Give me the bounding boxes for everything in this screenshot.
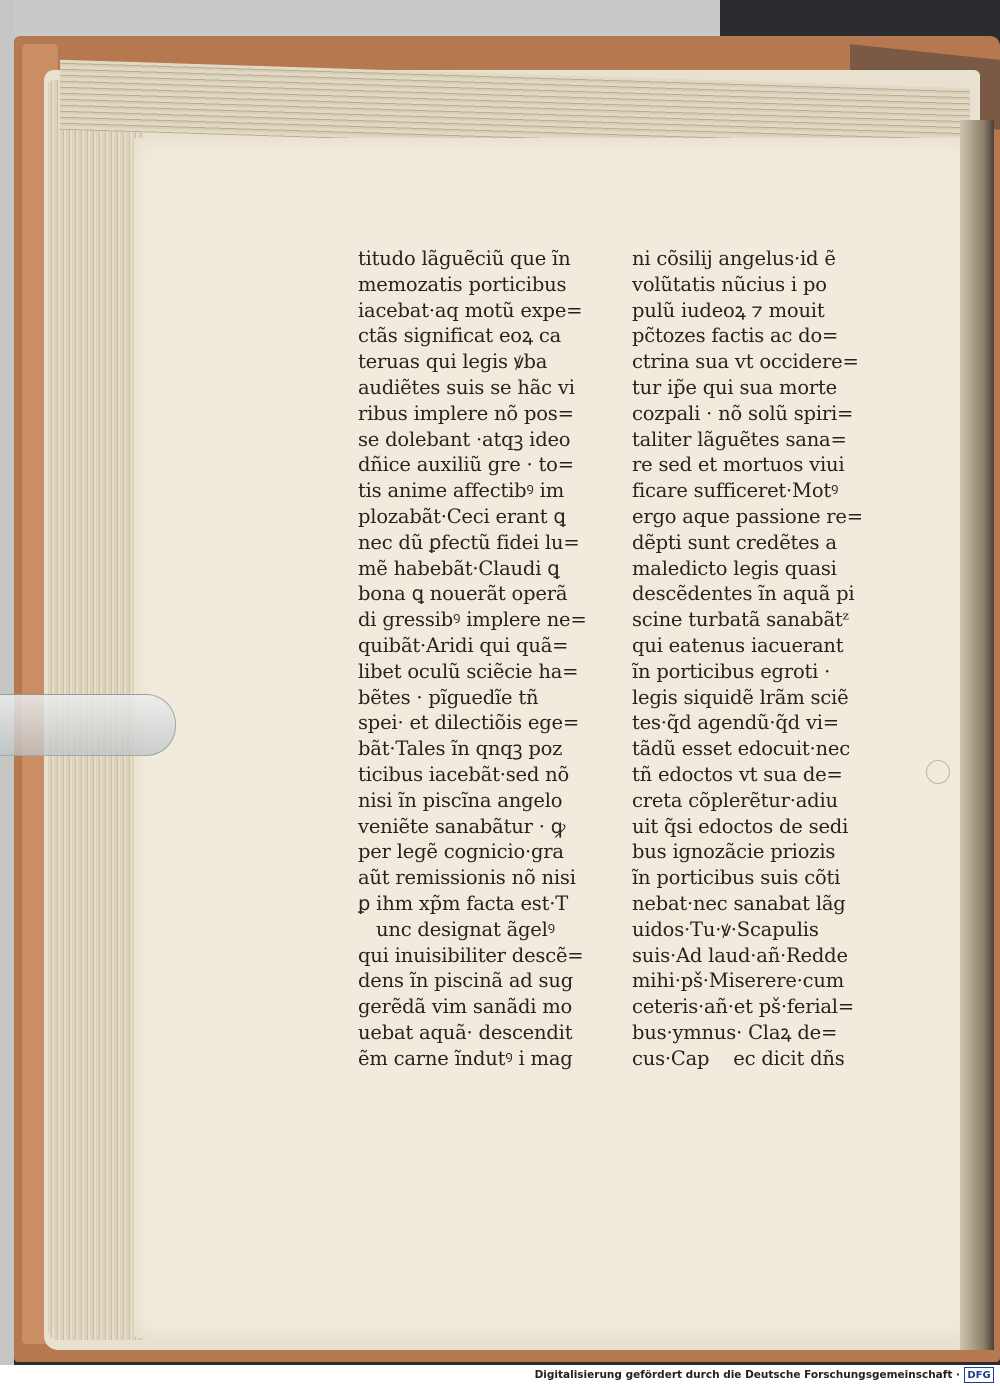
text-line: teruas qui legis ꝟba <box>358 350 548 374</box>
glass-weight-tab <box>0 694 176 756</box>
text-line: ĩn porticibus suis cõti <box>632 866 841 890</box>
right-text-column <box>632 246 863 1072</box>
credit-text: Digitalisierung gefördert durch die Deutsche Forschungsgemeinschaft · <box>534 1369 960 1381</box>
text-line: ni cõsilij angelus·id ẽ <box>632 247 836 270</box>
text-line: spei· et dilectiõis ege= <box>358 711 580 735</box>
text-line: bẽtes · pĩguedĩe tñ <box>358 685 539 709</box>
text-line: maledicto legis quasi <box>632 556 837 580</box>
text-line: ribus implere nõ pos= <box>358 401 574 425</box>
text-line: creta cõplerẽtur·adiu <box>632 788 838 812</box>
text-line: mihi·pš·Miserere·cum <box>632 969 845 993</box>
text-line: quibãt·Aridi qui quã= <box>358 633 569 657</box>
text-line: bãt·Tales ĩn qnqꝫ poz <box>358 737 563 761</box>
text-line: uidos·Tu·ꝟ·Scapulis <box>632 917 819 941</box>
text-line: dẽpti sunt credẽtes a <box>632 530 837 554</box>
text-line: tãdũ esset edocuit·nec <box>632 737 850 761</box>
text-line: suis·Ad laud·añ·Redde <box>632 943 848 967</box>
text-line: tur ip̃e qui sua morte <box>632 375 837 399</box>
text-line: bona ꝗ nouerãt operã <box>358 582 568 606</box>
text-line: di gressibꝰ implere ne= <box>358 608 587 632</box>
text-line: qui inuisibiliter descẽ= <box>358 943 584 967</box>
text-line: cus·Cap ec dicit dñs <box>632 1046 845 1070</box>
text-line: ctãs significat eoꝝ ca <box>358 324 562 348</box>
text-line: memozatis porticibus <box>358 272 567 296</box>
text-line: ꝑ ihm xp̃m facta est·T <box>358 891 569 915</box>
text-line: aũt remissionis nõ nisi <box>358 866 576 890</box>
text-line: libet oculũ sciẽcie ha= <box>358 659 579 683</box>
text-line: bus·ymnus· Claꝝ de= <box>632 1020 838 1044</box>
text-line: qui eatenus iacuerant <box>632 633 844 657</box>
left-text-column <box>358 246 587 1072</box>
text-line: pulũ iudeoꝝ ⁊ mouit <box>632 298 825 322</box>
text-line: bus ignozãcie priozis <box>632 840 836 864</box>
text-line: nisi ĩn piscĩna angelo <box>358 788 563 812</box>
text-line: dñice auxiliũ gre · to= <box>358 453 574 477</box>
text-line: per legẽ cognicio·gra <box>358 840 564 864</box>
text-line: tñ edoctos vt sua de= <box>632 762 843 786</box>
text-line: legis siquidẽ lrãm sciẽ <box>632 685 849 709</box>
text-line: mẽ habebãt·Claudi ꝗ <box>358 556 560 580</box>
paper-stain <box>926 760 950 784</box>
text-line: taliter lãguẽtes sana= <box>632 427 847 451</box>
text-line: uit q̃si edoctos de sedi <box>632 814 849 838</box>
text-line: iacebat·aq motũ expe= <box>358 298 583 322</box>
text-line: ticibus iacebãt·sed nõ <box>358 762 570 786</box>
text-line: ĩn porticibus egroti · <box>632 659 831 683</box>
footer-credit-bar <box>0 1365 1000 1386</box>
grey-background-top <box>0 0 720 40</box>
grey-background-left <box>0 0 14 1365</box>
text-line: titudo lãguẽciũ que ĩn <box>358 247 571 270</box>
text-line: descẽdentes ĩn aquã pi <box>632 582 855 606</box>
text-line: cozpali · nõ solũ spiri= <box>632 401 854 425</box>
text-line: nec dũ ꝑfectũ fidei lu= <box>358 530 580 554</box>
text-line: dens ĩn piscinã ad sug <box>358 969 574 993</box>
text-line: plozabãt·Ceci erant ꝗ <box>358 504 566 528</box>
text-line: unc designat ãgelꝰ <box>358 917 555 941</box>
text-line: ceteris·añ·et pš·ferial= <box>632 995 854 1019</box>
text-line: se dolebant ·atqꝫ ideo <box>358 427 571 451</box>
text-line: gerẽdã vim sanãdi mo <box>358 995 573 1019</box>
text-line: pc̃tozes factis ac do= <box>632 324 839 348</box>
text-line: uebat aquã· descendit <box>358 1020 573 1044</box>
text-line: veniẽte sanabãtur · ꝙ <box>358 814 566 838</box>
text-line: tes·q̃d agendũ·q̃d vi= <box>632 711 839 735</box>
text-line: ẽm carne ĩndutꝰ i mag <box>358 1046 573 1070</box>
text-line: volũtatis nũcius i po <box>632 272 827 296</box>
text-line: ergo aque passione re= <box>632 504 863 528</box>
text-line: ficare sufficeret·Motꝰ <box>632 479 839 503</box>
text-line: scine turbatã sanabãtᶻ <box>632 608 849 632</box>
text-line: ctrina sua vt occidere= <box>632 350 859 374</box>
text-line: tis anime affectibꝰ im <box>358 479 564 503</box>
dfg-logo: DFG <box>964 1367 994 1383</box>
text-line: re sed et mortuos viui <box>632 453 845 477</box>
text-line: audiẽtes suis se hãc vi <box>358 375 575 399</box>
text-line: nebat·nec sanabat lãg <box>632 891 846 915</box>
gutter-shadow <box>960 120 994 1350</box>
